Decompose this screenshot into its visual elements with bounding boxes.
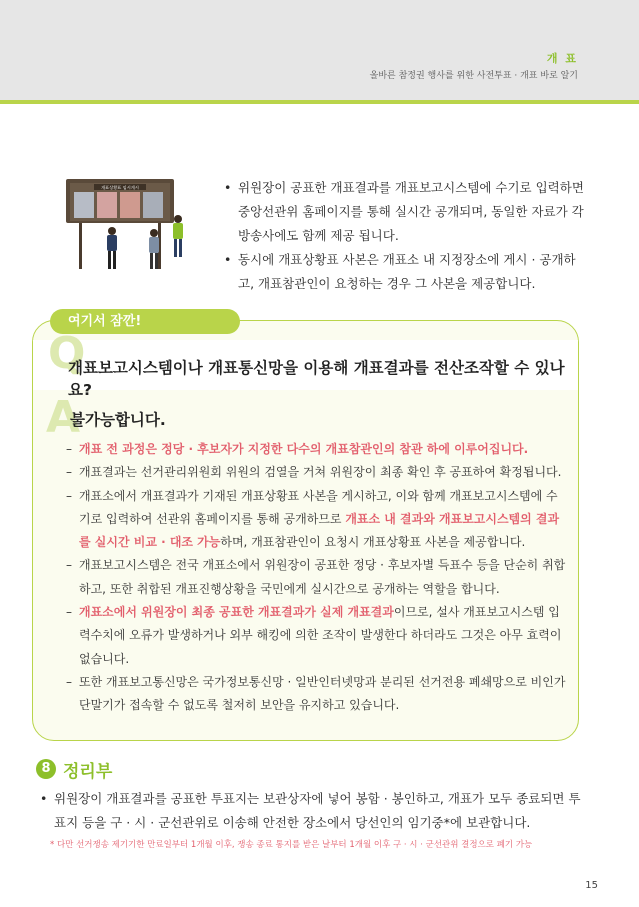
answer-item-text: 개표보고시스템은 전국 개표소에서 위원장이 공표한 정당 · 후보자별 득표수 등을 단순히 취합하고, 또한 취합된 개표진행상황을 국민에게 실시간으로 공개하는 역할을 합니다. [79,558,566,596]
answer-item [66,554,566,601]
answer-item [66,601,566,671]
answer-item [66,438,566,461]
answer-text: 불가능합니다. [70,411,166,429]
answer-list [66,438,566,718]
answer-highlight: 개표소에서 위원장이 최종 공표한 개표결과가 실제 개표결과 [79,605,394,620]
board-title: 개표상황표 임시게시 [101,185,139,190]
intro-bullet: • 동시에 개표상황표 사본은 개표소 내 지정장소에 게시 · 공개하고, 개표참관인이 요청하는 경우 그 사본을 제공합니다. [224,248,586,296]
chapter-title: 개 표 [546,52,578,65]
final-bullet: • 위원장이 개표결과를 공표한 투표지는 보관상자에 넣어 봉함 · 봉인하고, 개표가 모두 종료되면 투표지 등을 구 · 시 · 군선관위로 이송해 안전한 장소에서 당선인의 임기중*에 보관합니다. [40,787,585,835]
intro-bullet-list [224,176,586,296]
answer-highlight: 개표소 내 결과와 개표보고시스템의 결과를 실시간 비교 · 대조 가능 [79,511,560,550]
header-divider [0,100,639,104]
tip-tab-label: 여기서 잠깐! [50,309,240,334]
answer-item [66,485,566,555]
intro-bullet: • 위원장이 공표한 개표결과를 개표보고시스템에 수기로 입력하면 중앙선관위 홈페이지를 통해 실시간 공개되며, 동일한 자료가 각 방송사에도 함께 제공 됩니다. [224,176,586,248]
answer-item-text: 개표소에서 개표결과가 기재된 개표상황표 사본을 게시하고, 이와 함께 개표보고시스템에 수기로 입력하여 선관위 홈페이지를 통해 공개하므로 [79,488,558,526]
a-letter: A [46,392,81,443]
vote-count-board-illustration [64,175,194,275]
answer-highlight: 개표 전 과정은 정당 · 후보자가 지정한 다수의 개표참관인의 참관 하에 이루어집니다. [79,442,529,456]
section-title: 정리부 [63,762,113,782]
footnote: * 다만 선거쟁송 제기기한 만료일부터 1개월 이후, 쟁송 종료 통지를 받은 날부터 1개월 이후 구 · 시 · 군선관위 결정으로 폐기 가능 [50,840,533,850]
question-text: 개표보고시스템이나 개표통신망을 이용해 개표결과를 전산조작할 수 있나요? [68,359,565,399]
answer-item-text: 개표결과는 선거관리위원회 위원의 검열을 거쳐 위원장이 최종 확인 후 공표하여 확정됩니다. [79,465,562,480]
final-bullet-list [40,787,585,835]
section-number-badge: 8 [36,759,56,779]
answer-item [66,671,566,718]
chapter-subtitle: 올바른 참정권 행사를 위한 사전투표 · 개표 바로 알기 [369,71,578,81]
answer-item [66,461,566,484]
page-header [0,0,639,100]
page-number: 15 [585,880,598,891]
answer-item-text: 또한 개표보고통신망은 국가정보통신망 · 일반인터넷망과 분리된 선거전용 폐쇄망으로 비인가 단말기가 접속할 수 없도록 철저히 보안을 유지하고 있습니다. [79,674,566,713]
answer-item-text: 이므로, 설사 개표보고시스템 입력수치에 오류가 발생하거나 외부 해킹에 의한 조작이 발생한다 하더라도 그것은 아무 효력이 없습니다. [79,605,562,666]
answer-item-text: 하며, 개표참관인이 요청시 개표상황표 사본을 제공합니다. [220,535,526,550]
q-letter: Q [48,328,86,379]
